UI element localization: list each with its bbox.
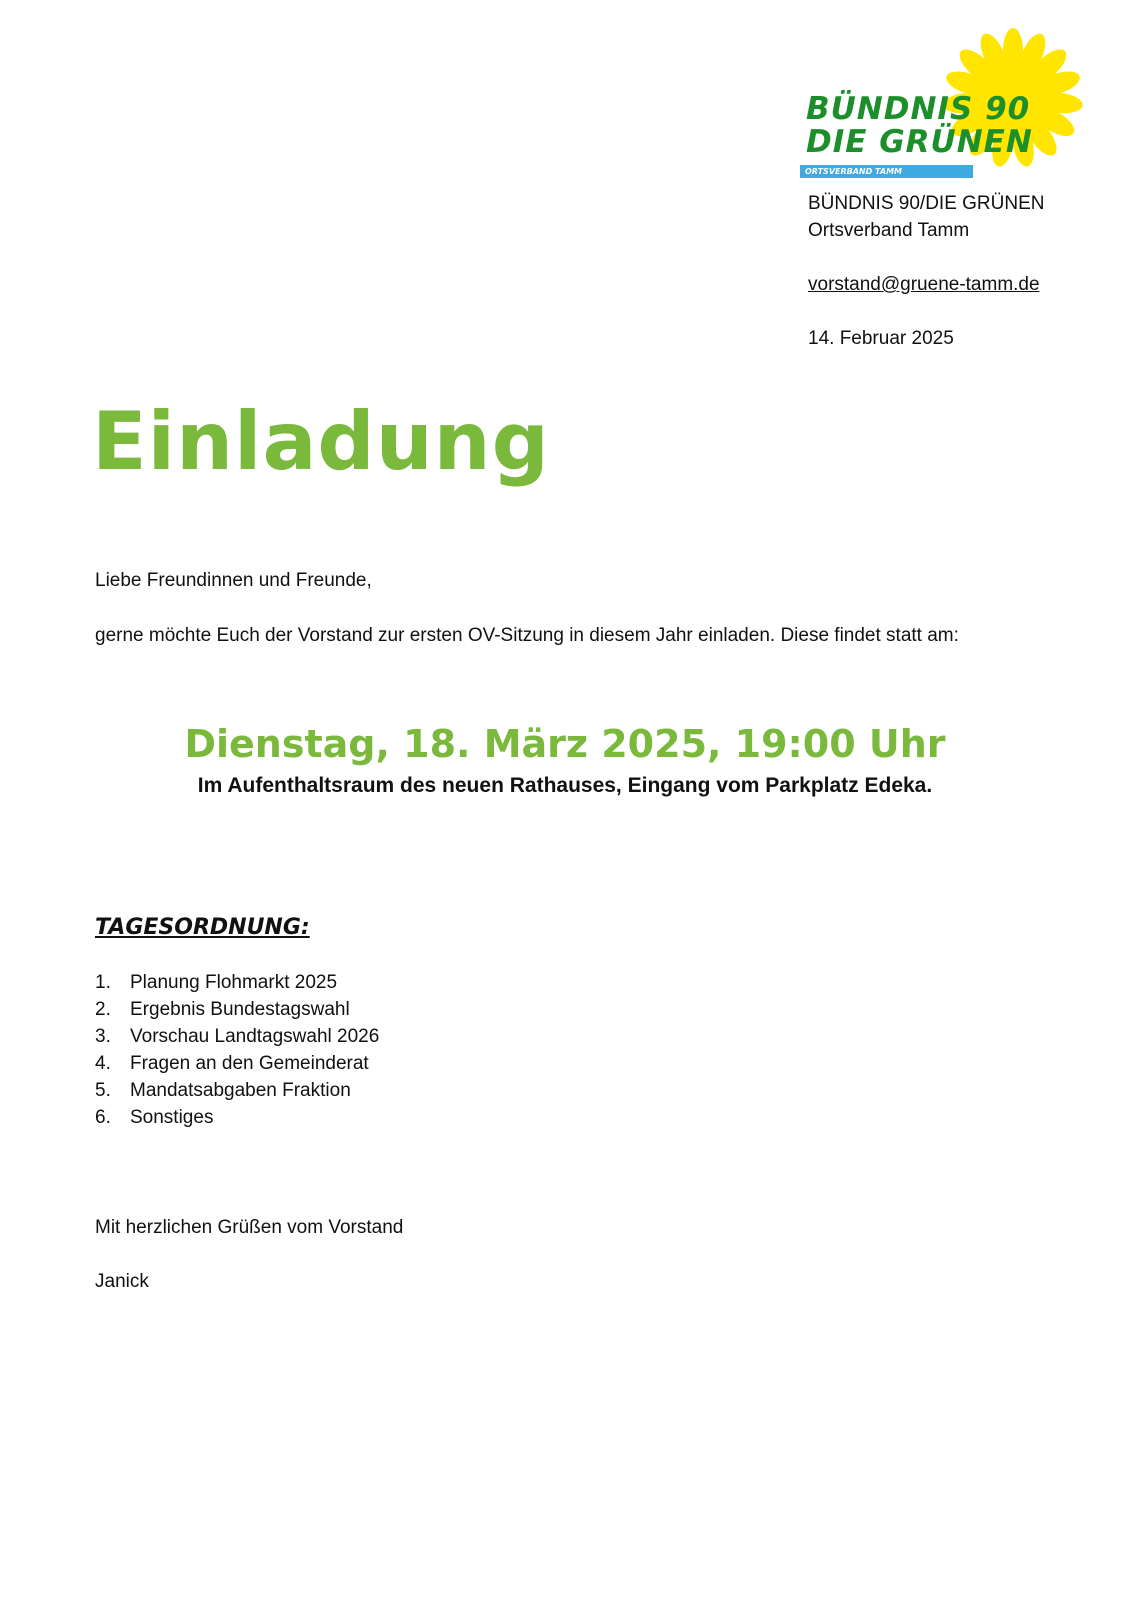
closing-line: Mit herzlichen Grüßen vom Vorstand bbox=[95, 1217, 404, 1238]
sender-org: BÜNDNIS 90/DIE GRÜNEN bbox=[808, 193, 1045, 214]
agenda-text: Fragen an den Gemeinderat bbox=[130, 1053, 369, 1074]
agenda-number: 3. bbox=[95, 1026, 111, 1047]
logo-line-1: BÜNDNIS 90 bbox=[806, 91, 1031, 127]
greeting: Liebe Freundinnen und Freunde, bbox=[95, 570, 372, 591]
agenda-text: Ergebnis Bundestagswahl bbox=[130, 999, 350, 1020]
logo-bar: ORTSVERBAND TAMM bbox=[800, 165, 973, 178]
list-item bbox=[95, 996, 379, 1023]
sender-branch: Ortsverband Tamm bbox=[808, 220, 970, 241]
letter-date: 14. Februar 2025 bbox=[808, 328, 954, 349]
agenda-heading: TAGESORDNUNG: bbox=[95, 915, 310, 940]
list-item bbox=[95, 969, 379, 996]
agenda-number: 6. bbox=[95, 1107, 111, 1128]
list-item bbox=[95, 1023, 379, 1050]
agenda-number: 1. bbox=[95, 972, 111, 993]
event-date: Dienstag, 18. März 2025, 19:00 Uhr bbox=[184, 722, 946, 766]
intro-text: gerne möchte Euch der Vorstand zur ersten OV-Sitzung in diesem Jahr einladen. Diese findet statt am: bbox=[95, 625, 959, 646]
agenda-number: 2. bbox=[95, 999, 111, 1020]
event-place: Im Aufenthaltsraum des neuen Rathauses, Eingang vom Parkplatz Edeka. bbox=[197, 774, 933, 797]
agenda-number: 5. bbox=[95, 1080, 111, 1101]
list-item bbox=[95, 1050, 379, 1077]
agenda-text: Planung Flohmarkt 2025 bbox=[130, 972, 338, 993]
signature: Janick bbox=[95, 1271, 149, 1292]
email-link[interactable]: vorstand@gruene-tamm.de bbox=[808, 274, 1040, 295]
party-logo bbox=[798, 26, 1088, 186]
sender-block bbox=[808, 190, 1045, 352]
page-title: Einladung bbox=[92, 395, 550, 488]
list-item bbox=[95, 1104, 379, 1131]
agenda-number: 4. bbox=[95, 1053, 111, 1074]
logo-line-2: DIE GRÜNEN bbox=[806, 124, 1033, 160]
agenda-list bbox=[95, 969, 379, 1131]
agenda-text: Mandatsabgaben Fraktion bbox=[130, 1080, 351, 1101]
agenda-text: Sonstiges bbox=[130, 1107, 214, 1128]
agenda-text: Vorschau Landtagswahl 2026 bbox=[130, 1026, 380, 1047]
list-item bbox=[95, 1077, 379, 1104]
